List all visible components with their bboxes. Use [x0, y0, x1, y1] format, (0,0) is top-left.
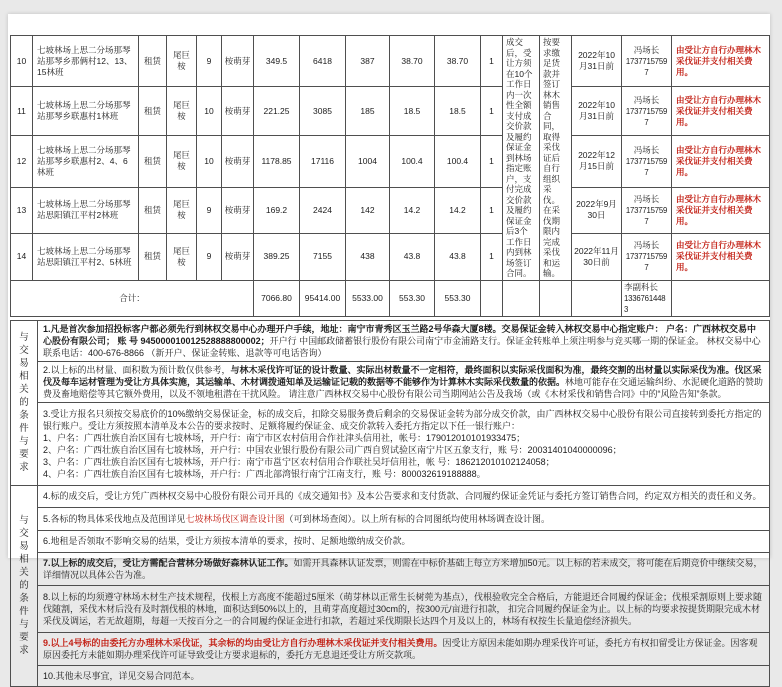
payment-terms-cell: 成交后，受让方须在10个工作日内一次性全额支付成交价款及履约保证金到林场指定账户，支付完成交价款及履约保证金后3个工作日内到林场签订合同。: [503, 36, 540, 281]
bank-account-1: 1、户名：广西壮族自治区国有七坡林场，开户行：南宁市区农村信用合作社津头信用社，帐号：179012010101933475；: [43, 432, 764, 444]
total-price2: 553.30: [435, 280, 481, 316]
lot-qty: 1: [481, 187, 503, 233]
term-1-bold: 1.凡是首次参加招投标客户都必须先行到林权交易中心办理开户手续，地址：南宁市青秀区玉兰路2号华森大厦8楼。交易保证金转入林权交易中心指定账户： 户名：广西林权交易中心股份有限公司； 账 号 945000010012528888800002；: [43, 324, 756, 346]
lot-output: 185: [346, 87, 390, 136]
lot-no: 12: [11, 136, 33, 187]
lot-no: 10: [11, 36, 33, 87]
lot-qty: 1: [481, 136, 503, 187]
table-row: [11, 234, 770, 280]
terms-row: [11, 361, 770, 402]
term-item-10: 10.其他未尽事宜，详见交易合同范本。: [38, 665, 770, 686]
lot-area: 169.2: [254, 187, 300, 233]
lot-qty: 1: [481, 87, 503, 136]
term-item-5: [38, 507, 770, 530]
lot-note: 由受让方自行办理林木采伐证并支付相关费用。: [672, 187, 770, 233]
lot-note: 由受让方自行办理林木采伐证并支付相关费用。: [672, 36, 770, 87]
lot-price1: 14.2: [390, 187, 435, 233]
bank-account-4: 4、户名：广西壮族自治区国有七坡林场，开户行：广西北部湾银行南宁江南支行，账 号：800032619188888。: [43, 468, 764, 480]
term-1-rest: 开户行 中国邮政储蓄银行股份有限公司南宁市金浦路支行。保证金转账单上须注明参与竞买哪一期的保证金。 林权交易中心联系电话：400-676-8866 （新开户、保证金转账、退款等可电话咨询）: [43, 336, 761, 358]
term-item-8: 8.以上标的均须遵守林场木材生产技术规程，伐根上方高度不能超过5厘米（萌芽林以正常生长树蔸为基点），伐根验收完全合格后，方能退还合同履约保证金；伐根采割原则上要求随伐随割，采伐木材后没有及时割伐根的林地，面积达到50%以上的，且萌芽高度超过30cm的，按300元/亩进行扣款， 扣完合同履约保证金为止。以上标的均要求按提货期限完成木材采伐及调运，若无故超期，每超一天按百分之一的合同履约保证金进行扣款，若超过采伐期限长达四个月及以上的，林场有权按生长量追偿经济损失。: [38, 585, 770, 632]
lot-price1: 38.70: [390, 36, 435, 87]
lot-name: 七坡林场上思二分场那琴站思阳镇江平村2林班: [33, 187, 139, 233]
table-row: [11, 87, 770, 136]
contact-name: 冯场长: [634, 95, 660, 105]
term-item-1: [38, 320, 770, 361]
lot-no: 14: [11, 234, 33, 280]
lots-table: [10, 35, 770, 317]
lot-type: 桉萌芽: [222, 87, 254, 136]
lot-price1: 18.5: [390, 87, 435, 136]
terms-table: [10, 320, 770, 687]
lot-name: 七坡林场上思二分场那琴站思阳镇江平村2、5林班: [33, 234, 139, 280]
terms-row: [11, 530, 770, 552]
lot-name: 七坡林场上思二分场那琴站那琴乡那俩村12、13、15林班: [33, 36, 139, 87]
lot-deadline: 2022年10月31日前: [572, 36, 622, 87]
terms-row: [11, 552, 770, 585]
lot-price2: 43.8: [435, 234, 481, 280]
lot-qty: 1: [481, 234, 503, 280]
terms-section-label-2: 与交易相关的条件与要求: [11, 485, 38, 686]
lot-age: 9: [197, 234, 222, 280]
terms-row: [11, 632, 770, 665]
lot-qty: 1: [481, 36, 503, 87]
lot-volume: 17116: [300, 136, 346, 187]
contact-phone: 17377157597: [624, 106, 669, 128]
lot-type: 桉萌芽: [222, 36, 254, 87]
lot-volume: 6418: [300, 36, 346, 87]
document-page: [8, 14, 770, 558]
total-output: 5533.00: [346, 280, 390, 316]
total-delivery-empty: [540, 280, 572, 316]
term-7-rest: 如需开具森林认证发票，则需在中标价基础上每立方米增加50元。以上标的若未成交，将可能在后期竞价中继续交易，详细情况以具体公告为准。: [43, 558, 763, 580]
term-3-intro: 3.受让方报名只须按交易底价的10%缴纳交易保证金，标的成交后，扣除交易服务费后剩余的交易保证金转为部分成交价款，由广西林权交易中心股份有限公司直接转到委托方指定的银行账户。受让方须按照本清单及本公告的要求按时、足额将履约保证金、成交价款转入委托方指定以下任一银行账户：: [43, 409, 762, 431]
lot-age: 9: [197, 36, 222, 87]
lot-mode: 租赁: [139, 234, 167, 280]
contact-name: 冯场长: [634, 194, 660, 204]
lot-deadline: 2022年10月31日前: [572, 87, 622, 136]
lot-age: 10: [197, 87, 222, 136]
total-contact: [622, 280, 672, 316]
lot-note: 由受让方自行办理林木采伐证并支付相关费用。: [672, 136, 770, 187]
lot-contact: [622, 234, 672, 280]
contact-name: 冯场长: [634, 45, 660, 55]
lot-type: 桉萌芽: [222, 187, 254, 233]
term-7-bold: 7.以上标的成交后，受让方需配合营林分场做好森林认证工作。: [43, 558, 294, 568]
term-5-rest: （可到林场查阅）。以上所有标的合同图纸均使用林场调查设计图。: [285, 514, 551, 524]
lot-price1: 100.4: [390, 136, 435, 187]
terms-section-label-1: 与交易相关的条件与要求: [11, 320, 38, 485]
lot-name: 七坡林场上思二分场那琴站那琴乡联惠村2、4、6林班: [33, 136, 139, 187]
lot-age: 9: [197, 187, 222, 233]
contact-phone: 17377157597: [624, 156, 669, 178]
term-9-rest: 因受让方原因未能如期办理采伐许可证，委托方有权扣留受让方保证金。因客观原因委托方未能如期办理采伐许可证导致受让方要求退标的，委托方无息退还受让方所交款项。: [43, 638, 758, 660]
lot-contact: [622, 136, 672, 187]
total-volume: 95414.00: [300, 280, 346, 316]
lot-price2: 14.2: [435, 187, 481, 233]
terms-row: [11, 665, 770, 686]
terms-row: [11, 485, 770, 507]
lot-output: 1004: [346, 136, 390, 187]
total-area: 7066.80: [254, 280, 300, 316]
contact-phone: 17377157597: [624, 56, 669, 78]
lot-age: 10: [197, 136, 222, 187]
term-2-bold: 与林木采伐许可证的设计数量、实际出材数量不一定相符，最终面积以实际采伐面积为准，最终交割的出材量以实际采伐为准。伐区采伐及每车运材管理为受让方具体实施，其运输单、木材调拨通知单及运输证记载的数据等不能够作为计算林木实际采伐数量的依据。: [43, 365, 762, 387]
lot-note: 由受让方自行办理林木采伐证并支付相关费用。: [672, 87, 770, 136]
table-row: [11, 36, 770, 87]
contact-name: 李副科长: [624, 282, 658, 292]
term-item-3: [38, 402, 770, 485]
lot-type: 桉萌芽: [222, 136, 254, 187]
lot-mode: 租赁: [139, 136, 167, 187]
total-payment-empty: [503, 280, 540, 316]
bank-account-2: 2、户名：广西壮族自治区国有七坡林场，开户行：中国农业银行股份有限公司广西自贸试验区南宁片区五象支行，账 号：20031401040000096；: [43, 444, 764, 456]
lot-price2: 100.4: [435, 136, 481, 187]
terms-row: [11, 402, 770, 485]
lot-note: 由受让方自行办理林木采伐证并支付相关费用。: [672, 234, 770, 280]
terms-row: [11, 320, 770, 361]
total-label: 合计：: [11, 280, 254, 316]
terms-row: [11, 507, 770, 530]
term-5-pre: 5.各标的物具体采伐地点及范围详见: [43, 514, 186, 524]
contact-phone: 13367614483: [624, 293, 669, 315]
lot-species: 尾巨桉: [167, 187, 197, 233]
total-deadline-empty: [572, 280, 622, 316]
lot-output: 142: [346, 187, 390, 233]
lot-species: 尾巨桉: [167, 136, 197, 187]
term-2-rest: 林地可能存在交通运输纠纷、水泥硬化道路的赞助费及畜地赔偿等其它额外费用，以及不领地租潜在干扰风险。 请注意广西林权交易中心股份有限公司当期网站公告及我场（或《木材采伐和销售合同》中的“风险告知”条款。: [43, 377, 763, 399]
lot-species: 尾巨桉: [167, 36, 197, 87]
table-row: [11, 136, 770, 187]
term-item-6: 6.地租是否领取不影响交易的结果，受让方须按本清单的要求，按时、足额地缴纳成交价款。: [38, 530, 770, 552]
lot-contact: [622, 36, 672, 87]
lot-output: 438: [346, 234, 390, 280]
lot-deadline: 2022年12月15日前: [572, 136, 622, 187]
lot-no: 11: [11, 87, 33, 136]
term-item-9: [38, 632, 770, 665]
contact-phone: 17377157597: [624, 205, 669, 227]
lot-contact: [622, 187, 672, 233]
lot-mode: 租赁: [139, 36, 167, 87]
term-2-pre: 2.以上标的出材量、面积数为预计数仅供参考，: [43, 365, 231, 375]
term-item-7: [38, 552, 770, 585]
terms-row: [11, 585, 770, 632]
lot-area: 349.5: [254, 36, 300, 87]
lot-contact: [622, 87, 672, 136]
lot-price1: 43.8: [390, 234, 435, 280]
lot-volume: 7155: [300, 234, 346, 280]
total-qty-empty: [481, 280, 503, 316]
bank-account-3: 3、户名：广西壮族自治区国有七坡林场，开户行：南宁市邕宁区农村信用合作联社吴圩信用社，帐 号：186212010102124058；: [43, 456, 764, 468]
total-row: [11, 280, 770, 316]
lot-mode: 租赁: [139, 87, 167, 136]
lot-deadline: 2022年11月30日前: [572, 234, 622, 280]
lot-area: 1178.85: [254, 136, 300, 187]
lot-type: 桉萌芽: [222, 234, 254, 280]
lot-output: 387: [346, 36, 390, 87]
design-map-reference: 七坡林场伐区调查设计图: [186, 514, 285, 524]
lot-species: 尾巨桉: [167, 87, 197, 136]
lot-deadline: 2022年9月30日: [572, 187, 622, 233]
lot-species: 尾巨桉: [167, 234, 197, 280]
lot-price2: 38.70: [435, 36, 481, 87]
contact-phone: 17377157597: [624, 251, 669, 273]
contact-name: 冯场长: [634, 240, 660, 250]
delivery-terms-cell: 按要求缴足货款并签订林木销售合同，取得采伐证后自行组织采伐。在采伐期限内完成采伐和运输。: [540, 36, 572, 281]
lot-mode: 租赁: [139, 187, 167, 233]
lot-area: 221.25: [254, 87, 300, 136]
lot-volume: 3085: [300, 87, 346, 136]
total-note-empty: [672, 280, 770, 316]
table-row: [11, 187, 770, 233]
term-item-4: 4.标的成交后，受让方凭广西林权交易中心股份有限公司开具的《成交通知书》及本公告要求和支付货款、合同履约保证金凭证与委托方签订销售合同，约定双方相关的责任和义务。: [38, 485, 770, 507]
term-9-red: 9.以上4号标的由委托方办理林木采伐证，其余标的均由受让方自行办理林木采伐证并支付相关费用。: [43, 638, 443, 648]
contact-name: 冯场长: [634, 145, 660, 155]
total-price1: 553.30: [390, 280, 435, 316]
lot-name: 七坡林场上思二分场那琴站那琴乡联惠村1林班: [33, 87, 139, 136]
lot-volume: 2424: [300, 187, 346, 233]
lot-area: 389.25: [254, 234, 300, 280]
lot-no: 13: [11, 187, 33, 233]
lot-price2: 18.5: [435, 87, 481, 136]
term-item-2: [38, 361, 770, 402]
